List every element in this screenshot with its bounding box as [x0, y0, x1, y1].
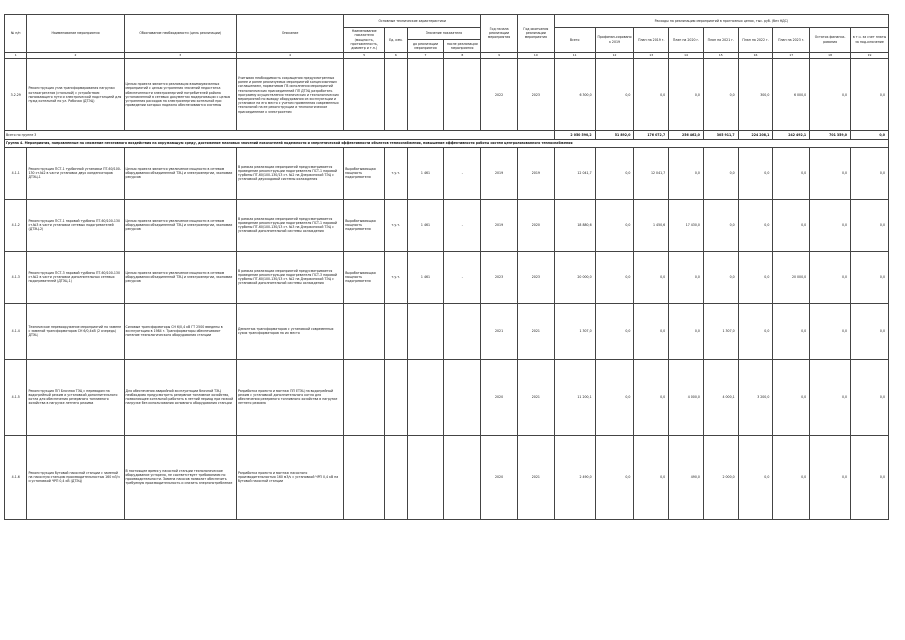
- cell-2021: 305 911,7: [703, 131, 738, 140]
- col-index: 19: [851, 52, 889, 59]
- col-header-after: после реализации мероприятия: [444, 40, 481, 53]
- cell-2021: 0,0: [703, 147, 738, 199]
- cell-name: Реконструкция ПП Блочная ТЭЦ с переводом на водогрейный режим и установкой дополнительного котла для обеспечения резервного топливного хозяйства в нагрузке летнего режима: [27, 359, 124, 435]
- col-index: 1: [5, 52, 27, 59]
- table-row: [5, 199, 889, 251]
- cell-rest: 0,0: [810, 59, 851, 131]
- cell-reason: Целью проекта является реализация взаимоувязанных мероприятий с целью устранения значений недостатка обеспеченности электроэнергией потребителей района установленной в сетевых документах модернизации с целью устранения расходов на электроэнергию котельной при проведении которых надежно обеспечиваются системы: [124, 59, 236, 131]
- cell-2023: 242 492,1: [773, 131, 810, 140]
- cell-name: Реконструкция ПСТ-3 паровой турбины ПТ-60/100-130 ст.№2 в части установки дополнительных сетевых подогревателей (ДТЭЦ-1): [27, 251, 124, 303]
- table-header: [5, 15, 889, 59]
- cell-end: 2020: [517, 199, 554, 251]
- measures-table: [4, 14, 889, 520]
- col-header-2020: План на 2020 г.: [669, 27, 704, 52]
- cell-start: 2019: [481, 147, 518, 199]
- cell-param: Вырабатывающая мощность подогревателя: [344, 199, 385, 251]
- col-index: 2: [27, 52, 124, 59]
- cell-2022: 300,0: [738, 59, 773, 131]
- cell-after: -: [444, 147, 481, 199]
- cell-2021: 0,0: [703, 251, 738, 303]
- cell-2022: 0,0: [738, 147, 773, 199]
- col-header-before: до реализации мероприятия: [407, 40, 444, 53]
- cell-total: 12 041,7: [554, 147, 595, 199]
- cell-2021: 0,0: [703, 199, 738, 251]
- col-index: 7: [407, 52, 444, 59]
- col-index: 4: [236, 52, 343, 59]
- cell-param: Вырабатывающая мощность подогревателя: [344, 147, 385, 199]
- cell-num: 4.1.2: [5, 199, 27, 251]
- cell-before: 1 461: [407, 251, 444, 303]
- cell-unit: т.у.т.: [385, 199, 407, 251]
- cell-total: 1 307,0: [554, 303, 595, 359]
- cell-start: 2023: [481, 251, 518, 303]
- cell-unit: [385, 359, 407, 435]
- cell-reason: Целью проекта является увеличение мощности в сетевом оборудовании объединенной ТЭЦ и электроэнергии, экономии ресурсов: [124, 199, 236, 251]
- cell-2021: 4 000,1: [703, 359, 738, 435]
- cell-reason: Силовые трансформаторы СН 6/0,4 кВ ГТ 2500 введены в эксплуатацию в 1984 г. Трансформаторы обеспечивают питание технологического оборудования станции: [124, 303, 236, 359]
- col-index: 13: [634, 52, 669, 59]
- cell-before: [407, 59, 444, 131]
- cell-fin: 0,0: [595, 199, 634, 251]
- table-row: [5, 59, 889, 131]
- col-header-rest: Остаток финанси-рования: [810, 27, 851, 52]
- cell-2019: 0,0: [634, 435, 669, 519]
- cell-name: Реконструкция ПСТ-1 турбинной установки ПТ-60/100-130 ст.№2 в части установки двух конденсаторов ДТЭЦ-1: [27, 147, 124, 199]
- cell-start: 2021: [481, 303, 518, 359]
- cell-param: Вырабатывающая мощность подогревателя: [344, 251, 385, 303]
- cell-reason: В настоящее время у насосной станции технологическое оборудование устарело, не соответствует требованиям по производительности. Замена насосов позволит обеспечить требуемую производительность и снизить энергопотребление: [124, 435, 236, 519]
- cell-unit: т.у.т.: [385, 147, 407, 199]
- cell-end: 2019: [517, 147, 554, 199]
- col-header-2022: План на 2022 г.: [738, 27, 773, 52]
- cell-num: 4.1.1: [5, 147, 27, 199]
- cell-param: [344, 303, 385, 359]
- cell-name: Реконструкция ПСТ-1 паровой турбины ПТ-60/100-130 ст.№3 в части установки сетевых подогревателей (ДТЭЦ-2): [27, 199, 124, 251]
- cell-param: [344, 359, 385, 435]
- cell-rest: 0,0: [810, 303, 851, 359]
- table-row: [5, 435, 889, 519]
- cell-num: 4.1.3: [5, 251, 27, 303]
- cell-2021: 2 000,0: [703, 435, 738, 519]
- cell-desc: Разработка проекта и монтаж насосного производительностью 160 м3/ч с установкой ЧРП 0,4 кВ на бутовой насосной станции: [236, 435, 343, 519]
- cell-desc: В рамках реализации мероприятий предусматривается проведение реконструкции подогревателя ПСТ-1 паровой турбины ПТ-60/100-130/13 ст. №2 на Дзержинской ТЭЦ с установкой двухходовой системы охлаждения: [236, 147, 343, 199]
- cell-start: 2022: [481, 59, 518, 131]
- col-index: 18: [810, 52, 851, 59]
- cell-2020: 0,0: [669, 147, 704, 199]
- cell-param: [344, 435, 385, 519]
- cell-before: [407, 435, 444, 519]
- cell-before: 1 461: [407, 199, 444, 251]
- col-index: 8: [444, 52, 481, 59]
- cell-total: 18 880,6: [554, 199, 595, 251]
- col-index: 3: [124, 52, 236, 59]
- col-header-total: Всего: [554, 27, 595, 52]
- cell-2021: 0,0: [703, 59, 738, 131]
- cell-start: 2020: [481, 359, 518, 435]
- cell-rest: 0,0: [810, 199, 851, 251]
- col-header-reason: Обоснование необходимости (цель реализации): [124, 15, 236, 53]
- cell-after: [444, 59, 481, 131]
- cell-end: 2021: [517, 435, 554, 519]
- cell-2020: 0,0: [669, 59, 704, 131]
- cell-desc: Учитывая необходимость сокращения предусмотренных ранее и ранее реализуемых мероприятий концессионным соглашением, нормативом ГВ исполнения мероприятий технологических присоединений ПП ДТЭЦ разработать программу осуществления технических и технологических мероприятий по выводу оборудования из эксплуатации и установке на его место с учетом применения современных технологий на ее реконструкции и технологическое присоединение к электросетям: [236, 59, 343, 131]
- col-header-end: Год окончания реализации мероприятия: [517, 15, 554, 53]
- cell-conn: 0,0: [851, 435, 889, 519]
- cell-2023: 0,0: [773, 435, 810, 519]
- col-header-conn: в т.ч. за счет платы за под-ключение: [851, 27, 889, 52]
- cell-rest: 0,0: [810, 359, 851, 435]
- group-heading: Группа 4. Мероприятия, направленные на снижение негативного воздействия на окружающую среду, достижение плановых значений показателей надежности и энергетической эффективности объектов теплоснабжения, повышение эффективности работы систем централизованного теплоснабжения: [5, 139, 889, 147]
- cell-param: [344, 59, 385, 131]
- cell-after: [444, 359, 481, 435]
- cell-rest: 0,0: [810, 147, 851, 199]
- cell-reason: Целью проекта является увеличение мощности в сетевом оборудовании объединенной ТЭЦ и электроэнергии, экономии ресурсов: [124, 251, 236, 303]
- cell-after: -: [444, 199, 481, 251]
- cell-fin: 0,0: [595, 359, 634, 435]
- col-index: 6: [385, 52, 407, 59]
- cell-total: 11 200,1: [554, 359, 595, 435]
- cell-num: 4.1.6: [5, 435, 27, 519]
- cell-2023: 0,0: [773, 359, 810, 435]
- table-row: [5, 147, 889, 199]
- cell-unit: [385, 435, 407, 519]
- cell-name: Реконструкция узла трансформирования нагрузки котлоагрегатов (стальной) с устройством понижающего пути и электрической подстанцией для нужд котельной по ул. Рабочая (ДТЭЦ): [27, 59, 124, 131]
- cell-2019: 1 450,6: [634, 199, 669, 251]
- cell-2019: 0,0: [634, 251, 669, 303]
- cell-rest: 0,0: [810, 251, 851, 303]
- col-group-value: Значение показателя: [407, 27, 481, 40]
- cell-2019: 0,0: [634, 359, 669, 435]
- cell-after: -: [444, 251, 481, 303]
- cell-2020: 4 000,0: [669, 359, 704, 435]
- table-row: [5, 303, 889, 359]
- cell-conn: 0,0: [851, 199, 889, 251]
- cell-desc: Демонтаж трансформаторов с установкой современных сухих трансформаторов на их место: [236, 303, 343, 359]
- col-index: 9: [481, 52, 518, 59]
- column-index-row: [5, 52, 889, 59]
- cell-name: Техническое перевооружение мероприятий по замене с заменой трансформаторов СН 6/0,4кВ (2 очередь) ДТЭЦ: [27, 303, 124, 359]
- cell-num: 4.1.4: [5, 303, 27, 359]
- cell-unit: [385, 303, 407, 359]
- cell-2019: 12 041,7: [634, 147, 669, 199]
- cell-start: 2020: [481, 435, 518, 519]
- col-index: 12: [595, 52, 634, 59]
- cell-total: 20 000,0: [554, 251, 595, 303]
- col-index: 14: [669, 52, 704, 59]
- cell-rest: 701 359,0: [810, 131, 851, 140]
- cell-name: Реконструкция бутовой насосной станции с заменой на насосную станцию производительностью 160 м3/ч и установкой ЧРП 0,4 кВ (ДТЭЦ): [27, 435, 124, 519]
- cell-2019: 0,0: [634, 59, 669, 131]
- table-row: [5, 359, 889, 435]
- cell-fin: 0,0: [595, 251, 634, 303]
- cell-2022: 0,0: [738, 303, 773, 359]
- cell-num: 4.1.5: [5, 359, 27, 435]
- col-header-start: Год начала реализации мероприятия: [481, 15, 518, 53]
- cell-after: [444, 303, 481, 359]
- col-header-name: Наименование мероприятия: [27, 15, 124, 53]
- group-total-row: [5, 131, 889, 140]
- cell-2020: 0,0: [669, 303, 704, 359]
- cell-2023: 0,0: [773, 147, 810, 199]
- cell-2022: 224 208,1: [738, 131, 773, 140]
- table-row: [5, 251, 889, 303]
- col-header-fin: Профинан-сировано к 2019: [595, 27, 634, 52]
- cell-2023: 20 000,0: [773, 251, 810, 303]
- cell-conn: 0,0: [851, 131, 889, 140]
- cell-total: 2 490,0: [554, 435, 595, 519]
- cell-conn: 0,0: [851, 359, 889, 435]
- cell-2019: 176 072,7: [634, 131, 669, 140]
- cell-unit: т.у.т.: [385, 251, 407, 303]
- cell-conn: 0,0: [851, 59, 889, 131]
- col-group-tech: Основные технические характеристики: [344, 15, 481, 28]
- cell-desc: В рамках реализации мероприятий предусматривается проведение реконструкции подогревателя ПСТ-1 паровой турбины ПТ-60/100-130/13 ст. №3 на Дзержинской ТЭЦ с установкой дополнительной системы охлаждения: [236, 199, 343, 251]
- col-index: 5: [344, 52, 385, 59]
- cell-end: 2021: [517, 359, 554, 435]
- cell-fin: 0,0: [595, 147, 634, 199]
- cell-before: [407, 359, 444, 435]
- cell-2019: 0,0: [634, 303, 669, 359]
- cell-end: 2021: [517, 303, 554, 359]
- cell-2022: 3 200,0: [738, 359, 773, 435]
- cell-2022: 0,0: [738, 435, 773, 519]
- cell-conn: 0,0: [851, 147, 889, 199]
- col-index: 16: [738, 52, 773, 59]
- cell-total: 2 050 590,2: [554, 131, 595, 140]
- cell-before: 1 461: [407, 147, 444, 199]
- col-index: 11: [554, 52, 595, 59]
- cell-desc: В рамках реализации мероприятий предусматривается проведение реконструкции подогревателя ПСТ-3 паровой турбины ПТ-60/100-130/13 ст. №2 на Дзержинской ТЭЦ с установкой дополнительной системы охлаждения: [236, 251, 343, 303]
- col-header-desc: Описание: [236, 15, 343, 53]
- cell-fin: 0,0: [595, 435, 634, 519]
- col-index: 10: [517, 52, 554, 59]
- col-index: 17: [773, 52, 810, 59]
- cell-2020: 490,0: [669, 435, 704, 519]
- cell-before: [407, 303, 444, 359]
- cell-end: 2023: [517, 59, 554, 131]
- cell-rest: 0,0: [810, 435, 851, 519]
- group-heading-row: [5, 139, 889, 147]
- cell-2023: 0,0: [773, 199, 810, 251]
- cell-fin: 0,0: [595, 59, 634, 131]
- cell-reason: Целью проекта является увеличение мощности в сетевом оборудовании объединенной ТЭЦ и электроэнергии, экономии ресурсов: [124, 147, 236, 199]
- col-header-2019: План на 2019 г.: [634, 27, 669, 52]
- cell-2020: 256 462,0: [669, 131, 704, 140]
- cell-fin: 51 892,0: [595, 131, 634, 140]
- cell-end: 2023: [517, 251, 554, 303]
- col-group-cost: Расходы на реализацию мероприятий в прогнозных ценах, тыс. руб. (без НДС): [554, 15, 888, 28]
- cell-conn: 0,0: [851, 251, 889, 303]
- cell-num: 3.2.29: [5, 59, 27, 131]
- col-header-unit: Ед. изм.: [385, 27, 407, 52]
- col-header-param: Наименование показателя (мощность, протяженность, диаметр и т.п.): [344, 27, 385, 52]
- group-total-label: Всего по группе 3: [5, 131, 555, 140]
- cell-reason: Для обеспечения аварийной эксплуатации блочной ТЭЦ необходимо предусмотреть резервное топливное хозяйство, позволяющее котельной работать в летний период при низкой нагрузке без использования основного оборудования станции: [124, 359, 236, 435]
- cell-desc: Разработка проекта и монтаж ПП ЕТЭЦ на водогрейный режим с установкой дополнительного котла для обеспечения резервного топливного хозяйства в нагрузке летнего режима: [236, 359, 343, 435]
- col-header-2021: План на 2021 г.: [703, 27, 738, 52]
- cell-unit: [385, 59, 407, 131]
- col-header-num: № п/п: [5, 15, 27, 53]
- cell-start: 2019: [481, 199, 518, 251]
- cell-after: [444, 435, 481, 519]
- cell-total: 6 300,0: [554, 59, 595, 131]
- cell-2020: 0,0: [669, 251, 704, 303]
- col-header-2023: План на 2023 г.: [773, 27, 810, 52]
- cell-2023: 0,0: [773, 303, 810, 359]
- cell-2022: 0,0: [738, 251, 773, 303]
- cell-2022: 0,0: [738, 199, 773, 251]
- cell-2023: 6 000,0: [773, 59, 810, 131]
- investment-program-table-sheet: [4, 14, 889, 520]
- cell-2020: 17 430,0: [669, 199, 704, 251]
- cell-conn: 0,0: [851, 303, 889, 359]
- cell-2021: 1 307,0: [703, 303, 738, 359]
- cell-fin: 0,0: [595, 303, 634, 359]
- col-index: 15: [703, 52, 738, 59]
